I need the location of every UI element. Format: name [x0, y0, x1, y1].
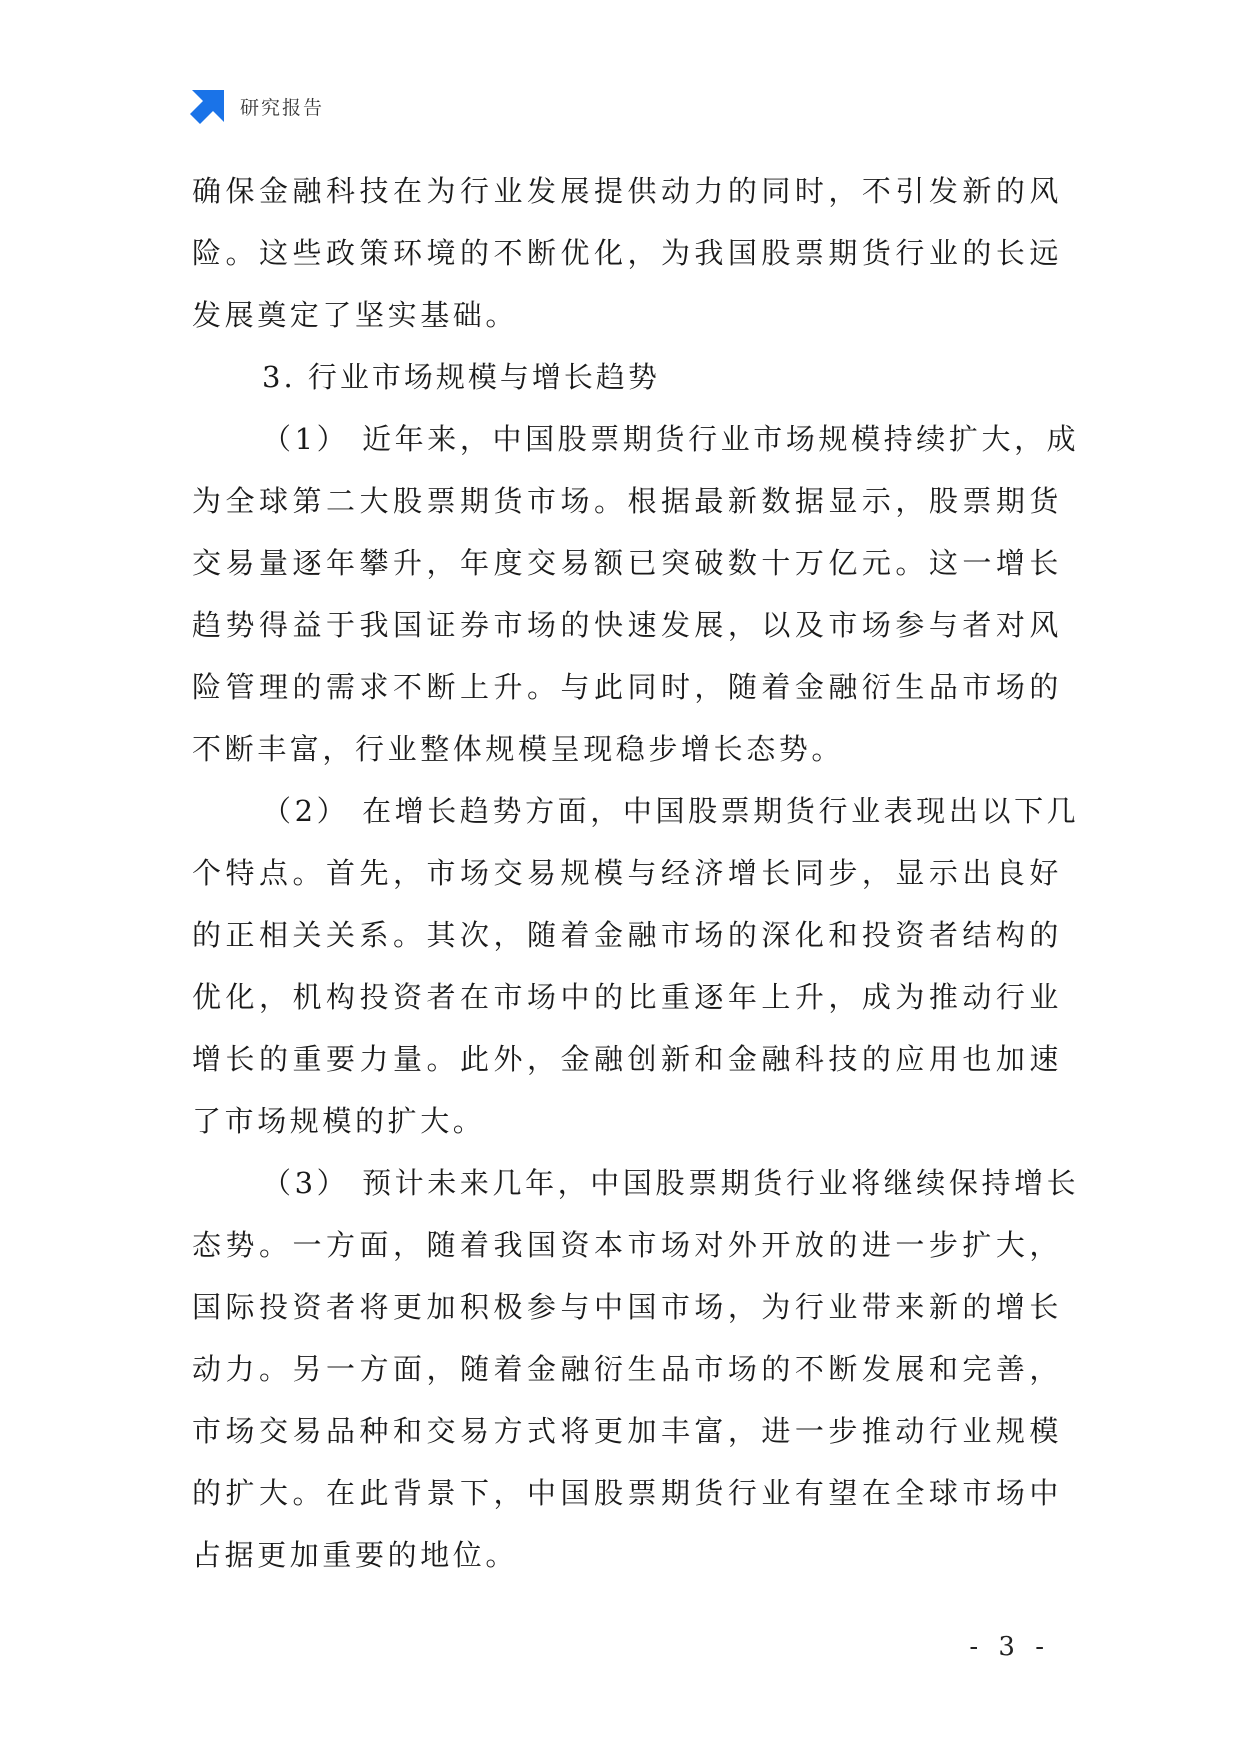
text-line: 了市场规模的扩大。 — [192, 1104, 486, 1138]
report-header — [190, 88, 324, 124]
section-heading: 3. 行业市场规模与增长趋势 — [262, 360, 660, 394]
paragraph-1 — [192, 408, 1080, 780]
report-label: 研究报告 — [240, 96, 325, 119]
text-line: 险管理的需求不断上升。与此同时，随着金融衍生品市场的 — [192, 670, 1062, 704]
text-line: 市场交易品种和交易方式将更加丰富，进一步推动行业规模 — [192, 1414, 1062, 1448]
text-line: 国际投资者将更加积极参与中国市场，为行业带来新的增长 — [192, 1290, 1062, 1324]
document-body — [192, 160, 1080, 1586]
text-line: 发展奠定了坚实基础。 — [192, 298, 519, 332]
text-line: 动力。另一方面，随着金融衍生品市场的不断发展和完善， — [192, 1352, 1062, 1386]
text-line: 趋势得益于我国证券市场的快速发展，以及市场参与者对风 — [192, 608, 1062, 642]
text-line: 为全球第二大股票期货市场。根据最新数据显示，股票期货 — [192, 484, 1062, 518]
text-line: 占据更加重要的地位。 — [192, 1538, 519, 1572]
text-line: 的扩大。在此背景下，中国股票期货行业有望在全球市场中 — [192, 1476, 1062, 1510]
arrow-up-right-icon — [190, 88, 226, 124]
paragraph-intro — [192, 160, 1062, 346]
text-line: 优化，机构投资者在市场中的比重逐年上升，成为推动行业 — [192, 980, 1062, 1014]
text-line: 险。这些政策环境的不断优化，为我国股票期货行业的长远 — [192, 236, 1062, 270]
text-line: 确保金融科技在为行业发展提供动力的同时，不引发新的风 — [192, 174, 1062, 208]
text-line: （3） 预计未来几年，中国股票期货行业将继续保持增长 — [262, 1166, 1080, 1200]
text-line: （2） 在增长趋势方面，中国股票期货行业表现出以下几 — [262, 794, 1080, 828]
text-line: 交易量逐年攀升，年度交易额已突破数十万亿元。这一增长 — [192, 546, 1062, 580]
paragraph-3 — [192, 1152, 1080, 1586]
text-line: 态势。一方面，随着我国资本市场对外开放的进一步扩大， — [192, 1228, 1062, 1262]
text-line: （1） 近年来，中国股票期货行业市场规模持续扩大，成 — [262, 422, 1080, 456]
paragraph-2 — [192, 780, 1080, 1152]
text-line: 不断丰富，行业整体规模呈现稳步增长态势。 — [192, 732, 845, 766]
text-line: 增长的重要力量。此外，金融创新和金融科技的应用也加速 — [192, 1042, 1062, 1076]
page-number: - 3 - — [969, 1632, 1050, 1662]
text-line: 的正相关关系。其次，随着金融市场的深化和投资者结构的 — [192, 918, 1062, 952]
text-line: 个特点。首先，市场交易规模与经济增长同步，显示出良好 — [192, 856, 1062, 890]
